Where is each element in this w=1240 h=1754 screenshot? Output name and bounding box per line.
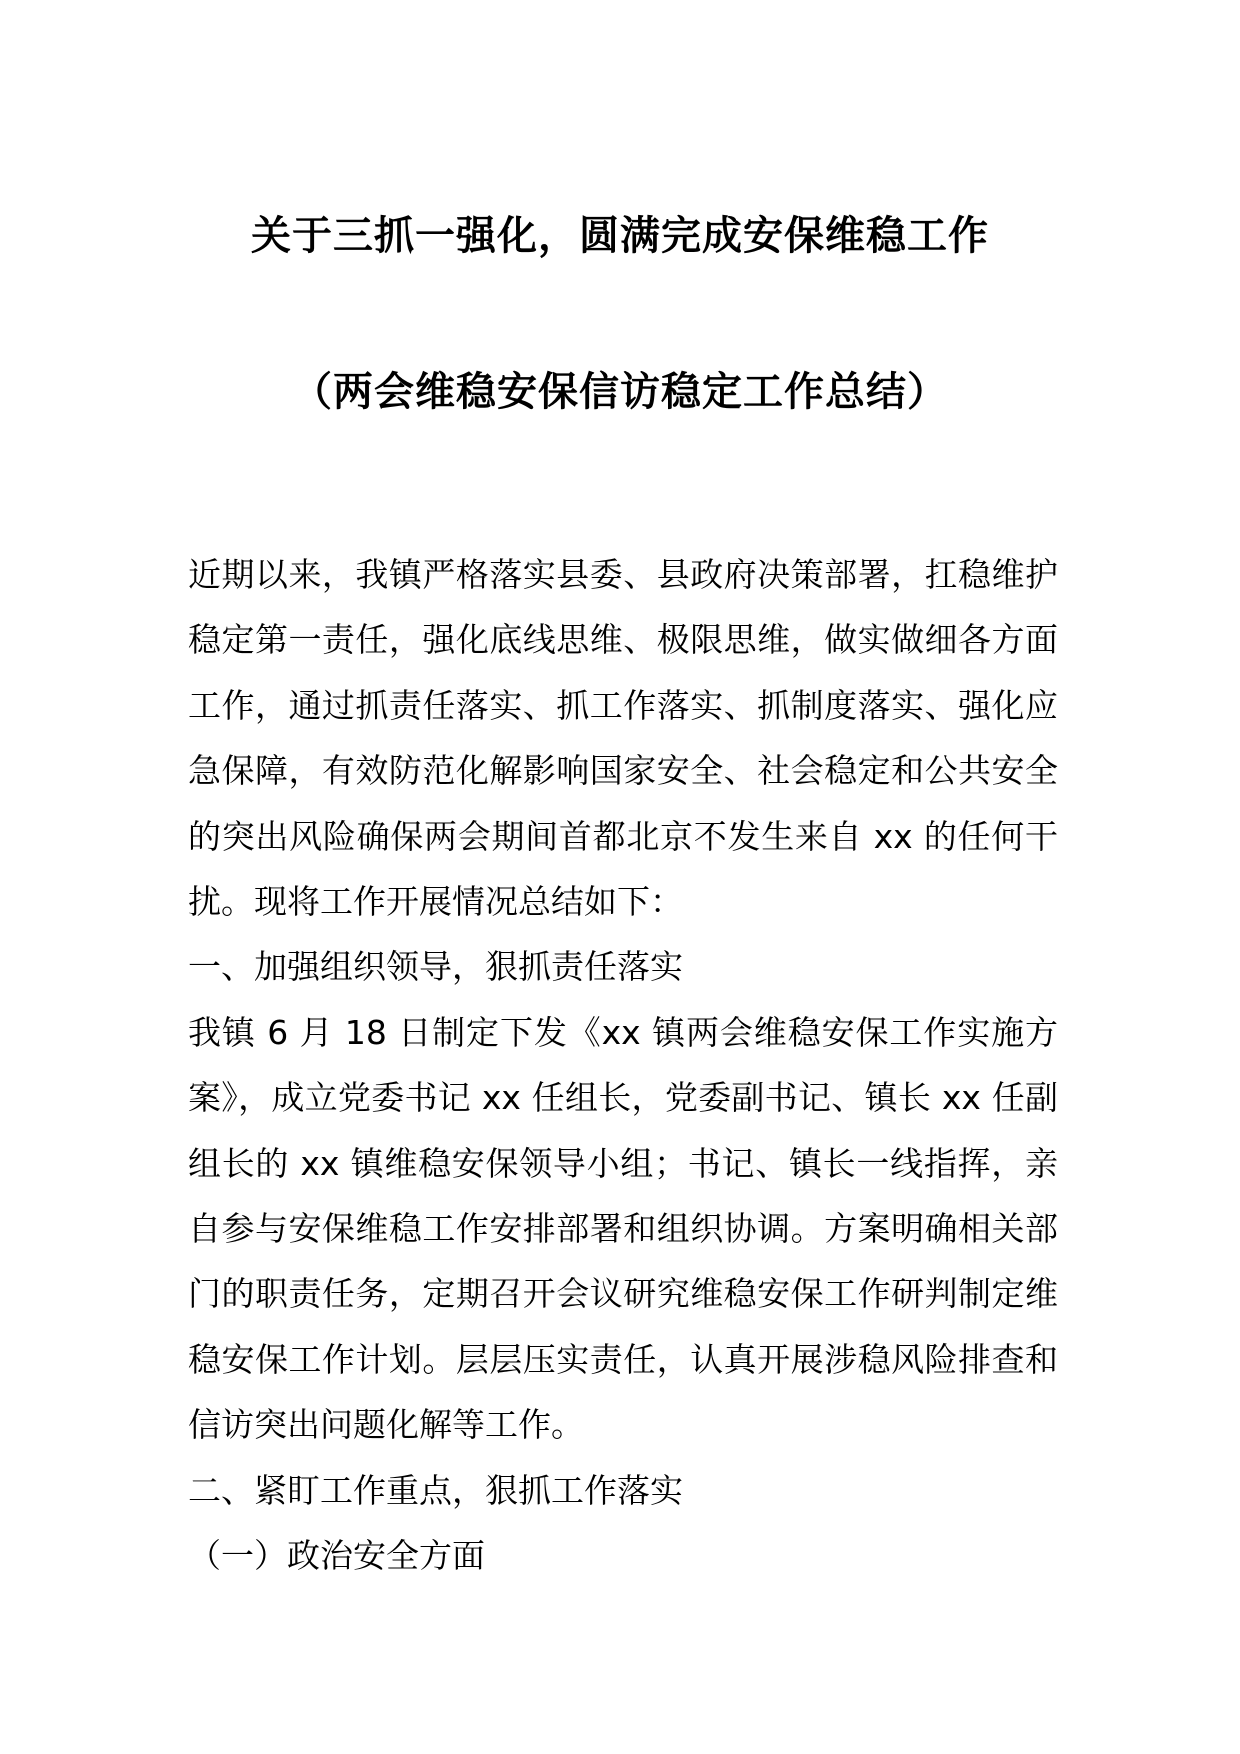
section-1-paragraph: 我镇 6 月 18 日制定下发《xx 镇两会维稳安保工作实施方案》，成立党委书记 xx 任组长，党委副书记、镇长 xx 任副组长的 xx 镇维稳安保领导小组；书记、镇长一线指挥，亲自参与安保维稳工作安排部署和组织协调。方案明确相关部门的职责任务，定期召开会议研究维稳安保工作研判制定维稳安保工作计划。层层压实责任，认真开展涉稳风险排查和信访突出问题化解等工作。 bbox=[188, 1012, 1058, 1445]
document-subtitle: （两会维稳安保信访稳定工作总结） bbox=[292, 369, 948, 415]
section-heading-2: 二、紧盯工作重点，狠抓工作落实 bbox=[188, 1470, 683, 1510]
subsection-heading-1: （一）政治安全方面 bbox=[188, 1536, 485, 1576]
document-title: 关于三抓一强化，圆满完成安保维稳工作 bbox=[251, 213, 989, 259]
section-heading-1: 一、加强组织领导，狠抓责任落实 bbox=[188, 947, 683, 987]
intro-paragraph: 近期以来，我镇严格落实县委、县政府决策部署，扛稳维护稳定第一责任，强化底线思维、极限思维，做实做细各方面工作，通过抓责任落实、抓工作落实、抓制度落实、强化应急保障，有效防范化解影响国家安全、社会稳定和公共安全的突出风险确保两会期间首都北京不发生来自 xx 的任何干扰。现将工作开展情况总结如下： bbox=[188, 555, 1058, 922]
document-body bbox=[188, 542, 1058, 1589]
